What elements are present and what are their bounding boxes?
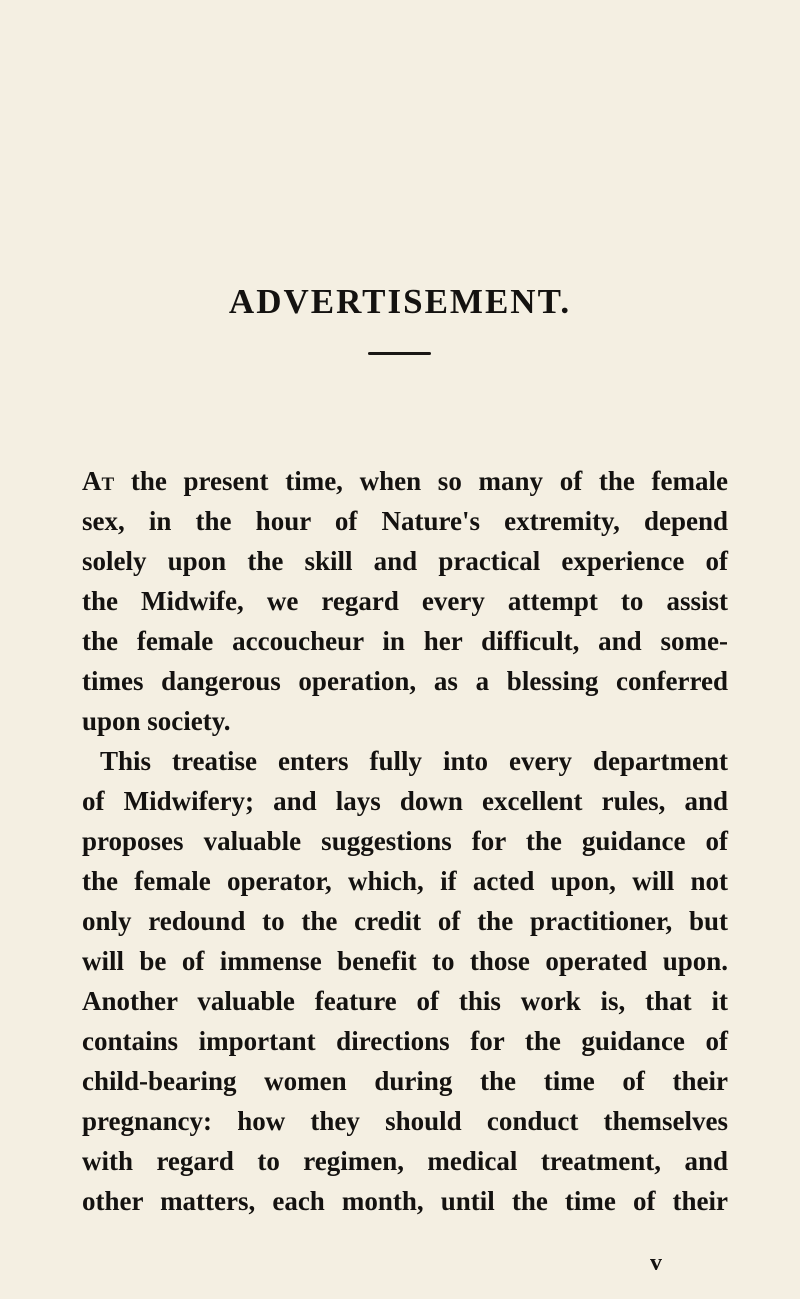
page-heading: ADVERTISEMENT. xyxy=(228,282,572,321)
text-line-4: the Midwife, we regard every attempt to assist xyxy=(82,586,728,616)
text-line-12: only redound to the credit of the practitioner, but xyxy=(82,906,728,936)
text-line-3: solely upon the skill and practical experience of xyxy=(82,546,728,576)
opening-word: At xyxy=(82,466,115,496)
text-line-6: times dangerous operation, as a blessing conferred xyxy=(82,666,728,696)
text-line-7: upon society. xyxy=(82,706,231,736)
text-line-8: This treatise enters fully into every department xyxy=(100,746,728,776)
text-line-19: other matters, each month, until the time of their xyxy=(82,1186,728,1216)
text-line-11: the female operator, which, if acted upon, will not xyxy=(82,866,728,896)
text-line-10: proposes valuable suggestions for the guidance of xyxy=(82,826,728,856)
text-line-13: will be of immense benefit to those operated upon. xyxy=(82,946,728,976)
text-line-2: sex, in the hour of Nature's extremity, depend xyxy=(82,506,728,536)
signature-mark: v xyxy=(650,1250,662,1276)
text-line-14: Another valuable feature of this work is, that it xyxy=(82,986,728,1016)
text-line-15: contains important directions for the guidance of xyxy=(82,1026,728,1056)
text-line-18: with regard to regimen, medical treatment, and xyxy=(82,1146,728,1176)
text-line-17: pregnancy: how they should conduct themselves xyxy=(82,1106,728,1136)
heading-divider xyxy=(368,352,431,355)
text-line-5: the female accoucheur in her difficult, and some- xyxy=(82,626,728,656)
text-line-1-rest: the present time, when so many of the female xyxy=(114,466,728,496)
text-line-1 xyxy=(82,464,728,498)
text-line-16: child-bearing women during the time of their xyxy=(82,1066,728,1096)
text-line-9: of Midwifery; and lays down excellent rules, and xyxy=(82,786,728,816)
